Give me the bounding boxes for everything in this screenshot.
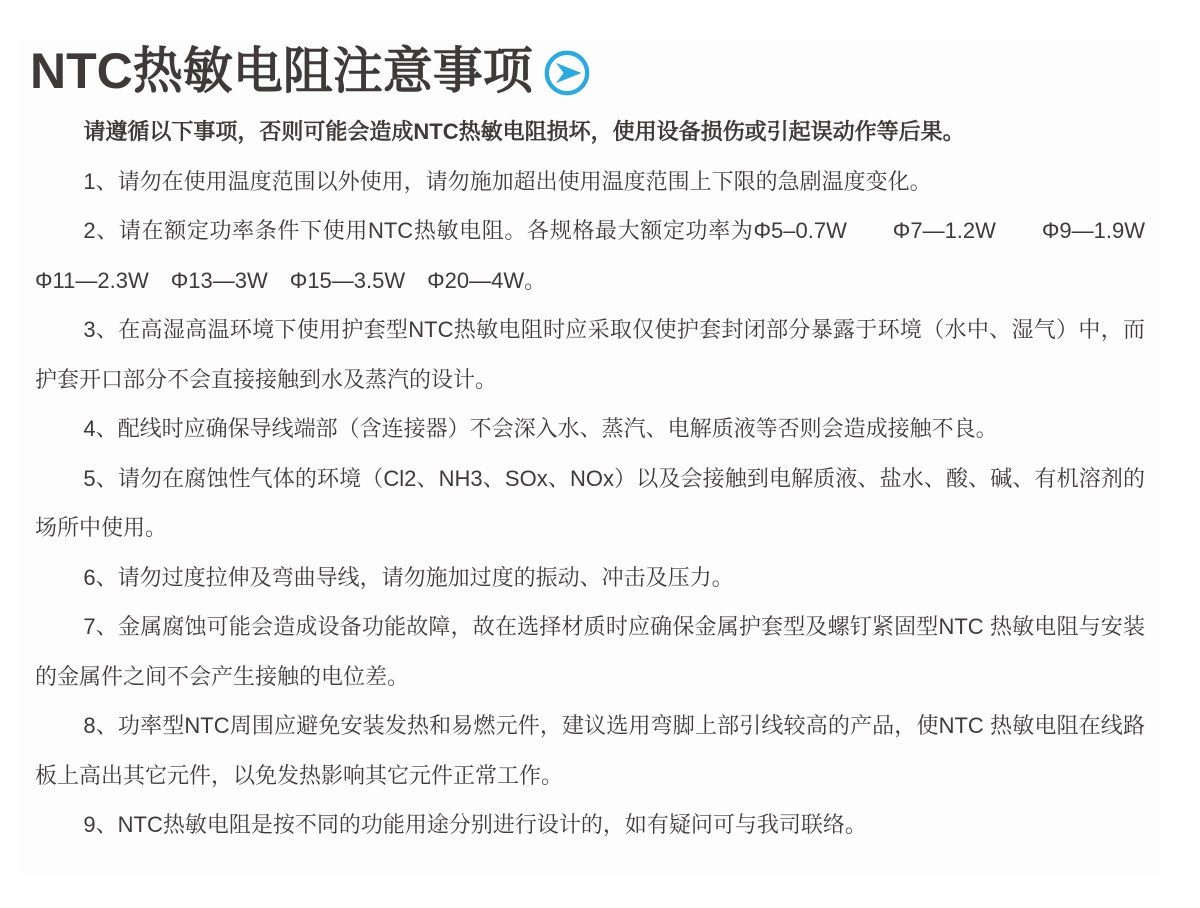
notice-item-3: 3、在高湿高温环境下使用护套型NTC热敏电阻时应采取仅使护套封闭部分暴露于环境（水中、湿气）中，而护套开口部分不会直接接触到水及蒸汽的设计。 [35, 317, 1145, 392]
notice-item-7: 7、金属腐蚀可能会造成设备功能故障，故在选择材质时应确保金属护套型及螺钉紧固型NTC 热敏电阻与安装的金属件之间不会产生接触的电位差。 [35, 614, 1145, 689]
notice-item-1: 1、请勿在使用温度范围以外使用，请勿施加超出使用温度范围上下限的急剧温度变化。 [83, 168, 932, 194]
page-title: NTC热敏电阻注意事项 [30, 43, 533, 99]
notice-item-6: 6、请勿过度拉伸及弯曲导线，请勿施加过度的振动、冲击及压力。 [83, 564, 734, 590]
circle-arrow-right-icon [543, 49, 591, 97]
notice-item-8: 8、功率型NTC周围应避免安装发热和易燃元件，建议选用弯脚上部引线较高的产品，使NTC 热敏电阻在线路板上高出其它元件，以免发热影响其它元件正常工作。 [35, 713, 1145, 788]
document-header [0, 0, 1200, 102]
notice-item-9: 9、NTC热敏电阻是按不同的功能用途分别进行设计的，如有疑问可与我司联络。 [83, 812, 867, 837]
notice-item-5: 5、请勿在腐蚀性气体的环境（Cl2、NH3、SOx、NOx）以及会接触到电解质液、盐水、酸、碱、有机溶剂的场所中使用。 [35, 465, 1145, 540]
notice-item-4: 4、配线时应确保导线端部（含连接器）不会深入水、蒸汽、电解质液等否则会造成接触不良。 [83, 416, 998, 441]
notice-item-2: 2、请在额定功率条件下使用NTC热敏电阻。各规格最大额定功率为Φ5–0.7W Φ7—1.2W Φ9—1.9W Φ11—2.3W Φ13—3W Φ15—3.5W Φ20—4W。 [35, 218, 1168, 293]
intro-paragraph: 请遵循以下事项，否则可能会造成NTC热敏电阻损坏，使用设备损伤或引起误动作等后果。 [83, 119, 965, 144]
notice-body [0, 102, 1200, 850]
